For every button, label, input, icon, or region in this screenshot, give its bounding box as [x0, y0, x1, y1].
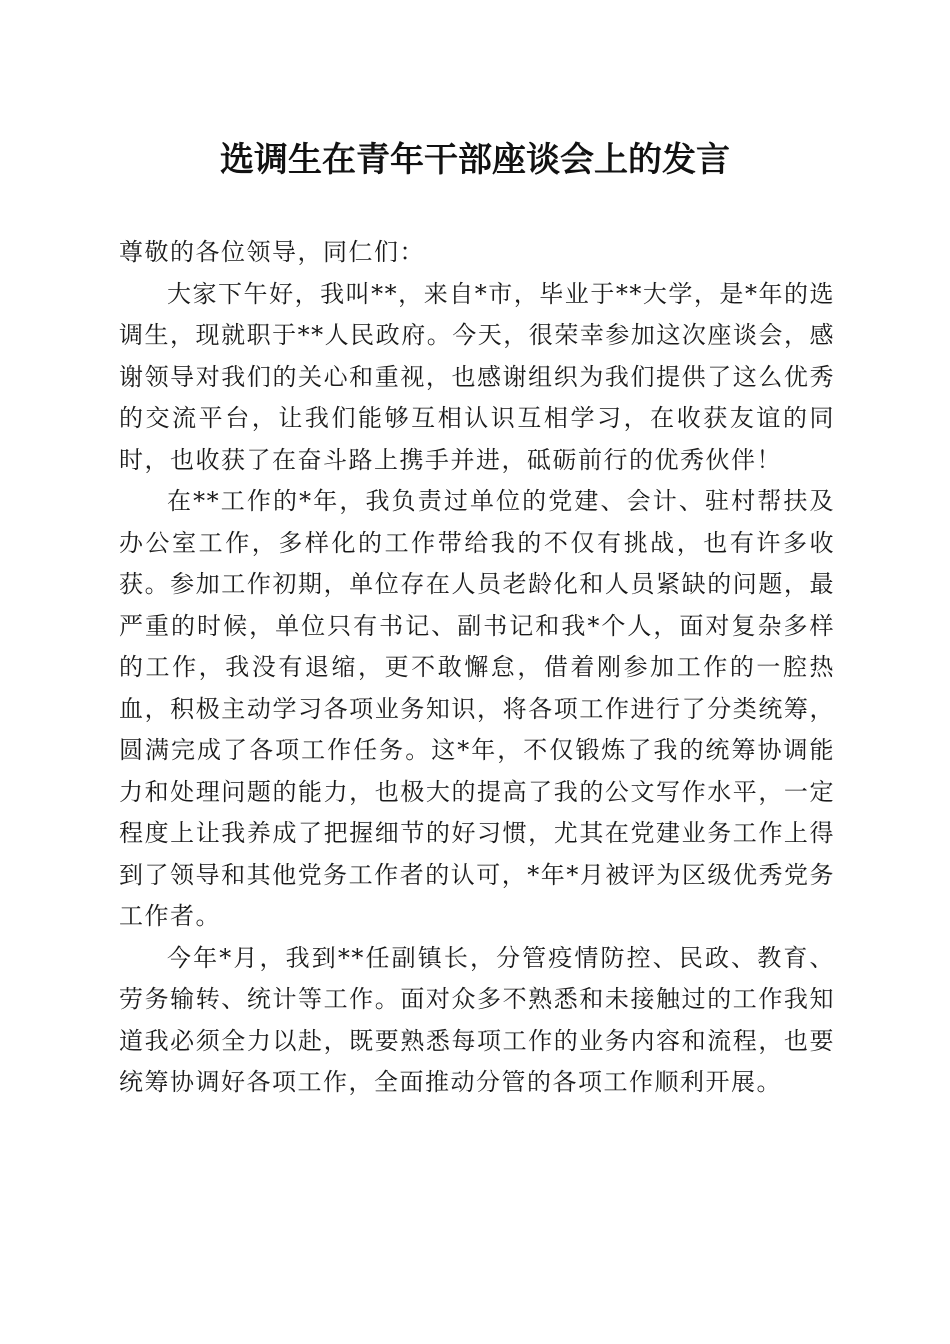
paragraph-current-role: 今年*月，我到**任副镇长，分管疫情防控、民政、教育、劳务输转、统计等工作。面对众多不熟悉和未接触过的工作我知道我必须全力以赴，既要熟悉每项工作的业务内容和流程，也要统筹协调好各项工作，全面推动分管的各项工作顺利开展。 [119, 943, 835, 1096]
document-title: 选调生在青年干部座谈会上的发言 [220, 140, 730, 180]
salutation: 尊敬的各位领导，同仁们： [119, 238, 425, 266]
document-body [119, 232, 835, 1104]
paragraph-work-experience: 在**工作的*年，我负责过单位的党建、会计、驻村帮扶及办公室工作，多样化的工作带给我的不仅有挑战，也有许多收获。参加工作初期，单位存在人员老龄化和人员紧缺的问题，最严重的时候，单位只有书记、副书记和我*个人，面对复杂多样的工作，我没有退缩，更不敢懈怠，借着刚参加工作的一腔热血，积极主动学习各项业务知识，将各项工作进行了分类统筹，圆满完成了各项工作任务。这*年，不仅锻炼了我的统筹协调能力和处理问题的能力，也极大的提高了我的公文写作水平，一定程度上让我养成了把握细节的好习惯，尤其在党建业务工作上得到了领导和其他党务工作者的认可，*年*月被评为区级优秀党务工作者。 [119, 487, 835, 930]
paragraph-introduction: 大家下午好，我叫**，来自*市，毕业于**大学，是*年的选调生，现就职于**人民政府。今天，很荣幸参加这次座谈会，感谢领导对我们的关心和重视，也感谢组织为我们提供了这么优秀的交流平台，让我们能够互相认识互相学习，在收获友谊的同时，也收获了在奋斗路上携手并进，砥砺前行的优秀伙伴！ [119, 279, 835, 474]
